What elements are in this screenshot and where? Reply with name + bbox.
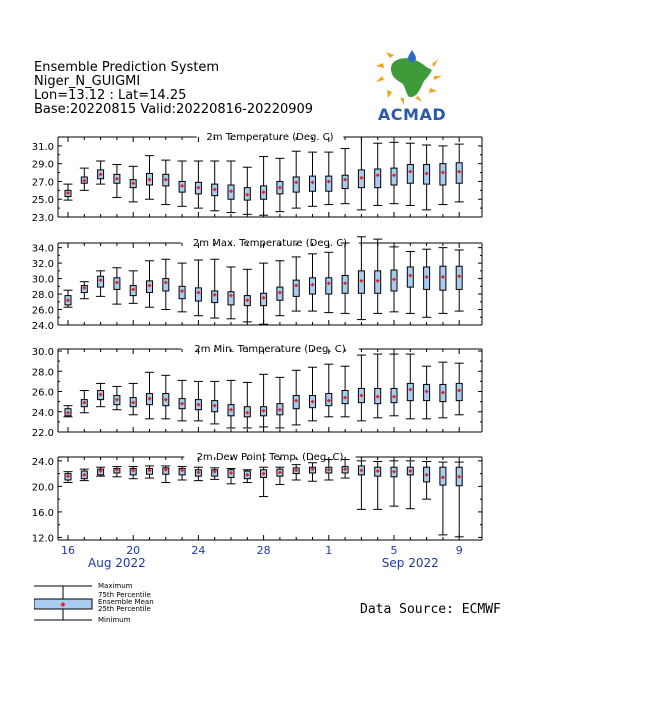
box-day-17 <box>80 168 89 190</box>
iqr-box <box>342 175 348 188</box>
box-day-21 <box>145 156 154 200</box>
box-day-38 <box>422 461 431 499</box>
box-day-37 <box>406 461 415 509</box>
box-day-29 <box>275 158 284 211</box>
box-day-22 <box>161 160 170 204</box>
box-day-27 <box>243 382 252 428</box>
box-day-38 <box>422 366 431 419</box>
iqr-box <box>293 280 299 296</box>
y-tick-label: 26.0 <box>31 305 54 317</box>
box-day-23 <box>178 380 187 420</box>
y-tick-label: 30.0 <box>31 347 54 359</box>
box-day-18 <box>96 383 105 406</box>
acmad-logo-text: ACMAD <box>377 105 447 124</box>
title-coordinates: Lon=13.12 : Lat=14.25 <box>34 88 187 103</box>
panel-1 <box>32 130 482 224</box>
box-day-21 <box>145 466 154 478</box>
box-day-31 <box>308 463 317 482</box>
box-day-39 <box>438 462 447 535</box>
iqr-box <box>407 383 413 400</box>
y-tick-label: 27.0 <box>31 177 54 189</box>
box-day-29 <box>275 261 284 316</box>
y-tick-label: 20.0 <box>31 482 54 494</box>
iqr-box <box>326 176 332 191</box>
box-day-40 <box>455 144 464 202</box>
box-day-17 <box>80 282 89 299</box>
box-day-24 <box>194 467 203 480</box>
box-day-27 <box>243 167 252 214</box>
box-day-24 <box>194 161 203 208</box>
box-day-36 <box>390 247 399 312</box>
box-day-38 <box>422 249 431 317</box>
iqr-box <box>375 169 381 188</box>
legend-25th-percentile: 25th Percentile <box>98 605 151 613</box>
y-tick-label: 34.0 <box>31 243 54 255</box>
box-day-36 <box>390 461 399 506</box>
box-day-40 <box>455 250 464 311</box>
box-day-23 <box>178 161 187 206</box>
box-day-26 <box>227 380 236 428</box>
box-day-18 <box>96 467 105 476</box>
box-day-26 <box>227 267 236 319</box>
box-day-19 <box>112 165 121 198</box>
box-day-38 <box>422 145 431 210</box>
box-day-32 <box>324 364 333 417</box>
box-day-18 <box>96 161 105 184</box>
box-day-21 <box>145 372 154 419</box>
box-day-28 <box>259 374 268 427</box>
box-day-30 <box>292 257 301 311</box>
iqr-box <box>407 165 413 184</box>
y-tick-label: 24.0 <box>31 456 54 468</box>
box-day-20 <box>129 271 138 303</box>
box-day-22 <box>161 466 170 483</box>
y-tick-label: 29.0 <box>31 159 54 171</box>
box-day-36 <box>390 142 399 203</box>
box-day-25 <box>210 161 219 211</box>
y-tick-label: 16.0 <box>31 507 54 519</box>
legend-maximum: Maximum <box>98 582 133 590</box>
legend-minimum: Minimum <box>98 616 131 624</box>
iqr-box <box>163 279 169 291</box>
box-day-16 <box>64 184 73 200</box>
box-day-28 <box>259 263 268 324</box>
box-day-20 <box>129 383 138 414</box>
box-day-26 <box>227 468 236 483</box>
title-system: Ensemble Prediction System <box>34 60 220 75</box>
box-day-34 <box>357 355 366 421</box>
box-day-34 <box>357 237 366 320</box>
box-day-28 <box>259 467 268 496</box>
box-day-30 <box>292 151 301 208</box>
box-day-32 <box>324 152 333 204</box>
box-day-36 <box>390 354 399 416</box>
box-day-17 <box>80 469 89 480</box>
x-tick-label: 16 <box>61 544 75 557</box>
box-day-32 <box>324 252 333 312</box>
box-day-29 <box>275 377 284 428</box>
x-tick-label: 20 <box>126 544 141 557</box>
x-tick-label: 9 <box>455 544 463 557</box>
y-tick-label: 12.0 <box>31 533 54 545</box>
box-day-34 <box>357 461 366 510</box>
box-day-25 <box>210 259 219 318</box>
panel-title: 2m Min. Temperature (Deg. C) <box>194 344 346 355</box>
data-source: Data Source: ECMWF <box>360 602 501 617</box>
box-day-24 <box>194 381 203 420</box>
y-tick-label: 24.0 <box>31 321 54 332</box>
x-month-label: Sep 2022 <box>381 556 439 570</box>
box-day-21 <box>145 261 154 307</box>
y-tick-label: 24.0 <box>31 407 54 419</box>
y-tick-label: 23.0 <box>31 213 54 224</box>
box-day-27 <box>243 470 252 483</box>
box-day-19 <box>112 268 121 304</box>
box-day-40 <box>455 462 464 537</box>
box-day-16 <box>64 472 73 483</box>
title-location: Niger_N_GUIGMI <box>34 74 141 89</box>
box-day-37 <box>406 143 415 205</box>
box-day-26 <box>227 161 236 213</box>
box-day-16 <box>64 290 73 307</box>
box-day-22 <box>161 375 170 419</box>
panel-2 <box>32 236 482 332</box>
box-day-19 <box>112 467 121 477</box>
y-tick-label: 25.0 <box>31 195 54 207</box>
box-day-22 <box>161 259 170 309</box>
box-day-34 <box>357 137 366 210</box>
panel-3 <box>32 342 482 439</box>
box-day-30 <box>292 370 301 425</box>
box-day-23 <box>178 263 187 312</box>
box-day-25 <box>210 468 219 479</box>
panel-title: 2m Dew Point Temp. (Deg. C) <box>196 452 344 463</box>
y-tick-label: 26.0 <box>31 387 54 399</box>
x-tick-label: 28 <box>256 544 271 557</box>
box-day-31 <box>308 367 317 421</box>
box-day-39 <box>438 362 447 418</box>
box-day-37 <box>406 252 415 314</box>
y-tick-label: 30.0 <box>31 274 54 286</box>
box-day-39 <box>438 146 447 205</box>
legend-ensemble-mean: Ensemble Mean <box>98 598 154 606</box>
box-day-24 <box>194 260 203 316</box>
box-day-25 <box>210 381 219 424</box>
y-tick-label: 32.0 <box>31 259 54 271</box>
y-tick-label: 28.0 <box>31 290 54 302</box>
box-day-17 <box>80 391 89 413</box>
y-tick-label: 31.0 <box>31 141 54 153</box>
box-day-33 <box>341 243 350 313</box>
box-day-35 <box>373 461 382 509</box>
box-day-31 <box>308 254 317 311</box>
x-tick-label: 1 <box>325 544 333 557</box>
box-day-39 <box>438 248 447 314</box>
title-base-valid: Base:20220815 Valid:20220816-20220909 <box>34 102 314 117</box>
box-day-19 <box>112 386 121 409</box>
x-tick-label: 24 <box>191 544 206 557</box>
box-day-18 <box>96 271 105 297</box>
y-tick-label: 28.0 <box>31 367 54 379</box>
x-month-label: Aug 2022 <box>88 556 146 570</box>
iqr-box <box>293 177 299 192</box>
box-day-35 <box>373 354 382 418</box>
box-day-20 <box>129 467 138 479</box>
box-day-30 <box>292 465 301 480</box>
panel-4 <box>32 450 482 544</box>
y-tick-label: 22.0 <box>31 428 54 439</box>
legend-75th-percentile: 75th Percentile <box>98 591 151 599</box>
box-day-23 <box>178 467 187 480</box>
box-day-16 <box>64 406 73 417</box>
box-day-31 <box>308 152 317 206</box>
box-day-40 <box>455 363 464 415</box>
box-day-35 <box>373 143 382 205</box>
box-day-35 <box>373 239 382 313</box>
box-day-29 <box>275 467 284 484</box>
box-day-33 <box>341 366 350 417</box>
box-day-27 <box>243 269 252 322</box>
x-tick-label: 5 <box>390 544 398 557</box>
box-day-33 <box>341 149 350 204</box>
box-day-37 <box>406 354 415 419</box>
panel-title: 2m Temperature (Deg. C) <box>206 132 334 143</box>
panel-title: 2m Max. Temperature (Deg. C) <box>192 238 348 249</box>
iqr-box <box>326 278 332 294</box>
box-day-28 <box>259 157 268 216</box>
box-day-20 <box>129 166 138 202</box>
legend-symbol <box>34 583 94 625</box>
